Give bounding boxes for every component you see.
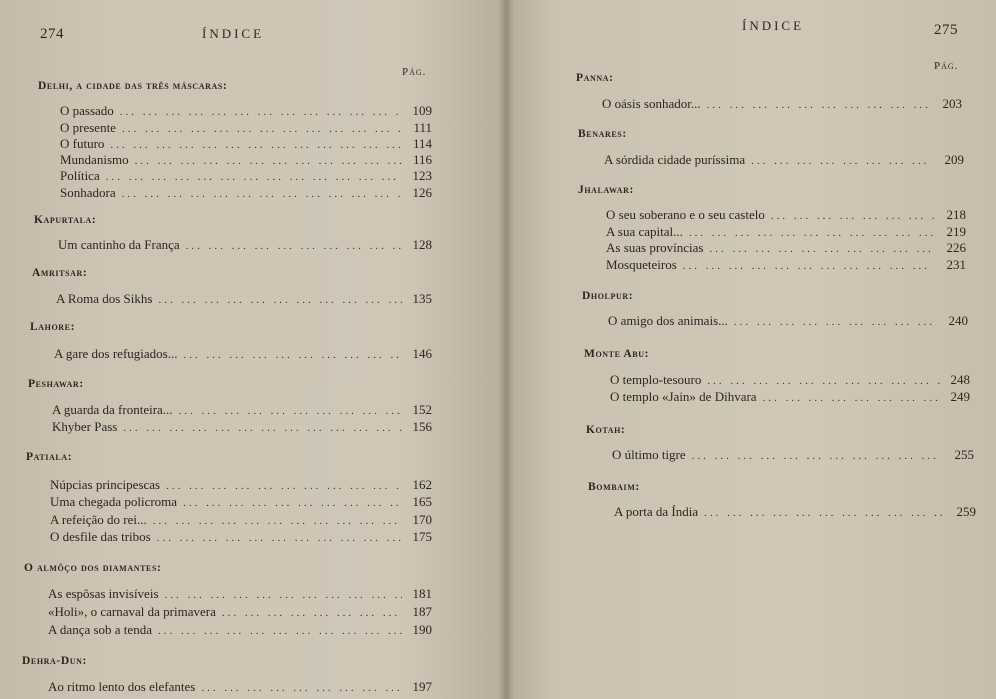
toc-entry	[52, 401, 432, 418]
toc-entry	[60, 135, 432, 152]
entry-title: A refeição do rei...	[50, 512, 147, 527]
toc-entry	[608, 312, 968, 329]
entry-page: 165	[412, 494, 432, 509]
entry-page: 187	[412, 604, 432, 619]
section-title: Dehra-Dun:	[22, 655, 87, 667]
toc-entry	[60, 102, 432, 119]
entry-page: 111	[413, 120, 432, 135]
leader-dots	[734, 314, 938, 331]
right-page	[506, 0, 996, 699]
entry-page: 135	[412, 291, 432, 306]
leader-dots	[158, 292, 402, 309]
toc-entry	[610, 371, 970, 388]
entry-page: 109	[412, 103, 432, 118]
entry-title: O templo-tesouro	[610, 372, 702, 387]
entry-page: 152	[412, 402, 432, 417]
entry-page: 181	[412, 586, 432, 601]
entry-title: A gare dos refugiados...	[54, 346, 178, 361]
entry-title: Mundanismo	[60, 152, 129, 167]
toc-entry	[60, 167, 432, 184]
entry-page: 146	[412, 346, 432, 361]
entry-page: 259	[956, 504, 976, 519]
toc-entry	[58, 236, 432, 253]
section-title: Delhi, a cidade das três máscaras:	[38, 80, 228, 92]
section-title: Amritsar:	[32, 267, 88, 279]
entry-page: 249	[950, 389, 970, 404]
section-title: Jhalawar:	[578, 184, 634, 196]
entry-title: O futuro	[60, 136, 105, 151]
leader-dots	[222, 605, 402, 622]
leader-dots	[704, 505, 946, 522]
leader-dots	[165, 587, 403, 604]
toc-entry	[48, 678, 432, 695]
section-title: Kotah:	[586, 424, 626, 436]
entry-page: 114	[412, 136, 432, 151]
entry-title: Mosqueteiros	[606, 257, 677, 272]
entry-page: 128	[412, 237, 432, 252]
entry-title: A sua capital...	[606, 224, 683, 239]
toc-entry	[48, 621, 432, 638]
toc-entry	[606, 256, 966, 273]
toc-entry	[50, 493, 432, 510]
entry-title: Núpcias principescas	[50, 477, 161, 492]
entry-title: O último tigre	[612, 447, 686, 462]
toc-entry	[48, 603, 432, 620]
entry-title: A dança sob a tenda	[48, 622, 152, 637]
toc-entry	[602, 95, 962, 112]
toc-entry	[50, 511, 432, 528]
leader-dots	[763, 390, 940, 407]
entry-page: 123	[412, 168, 432, 183]
leader-dots	[158, 623, 402, 640]
toc-entry	[612, 446, 974, 463]
toc-entry	[614, 503, 976, 520]
toc-entry	[54, 345, 432, 362]
entry-page: 126	[412, 185, 432, 200]
entry-title: A porta da Índia	[614, 504, 699, 519]
leader-dots	[683, 258, 936, 275]
leader-dots	[201, 680, 402, 697]
entry-page: 190	[412, 622, 432, 637]
leader-dots	[186, 238, 402, 255]
entry-page: 156	[412, 419, 432, 434]
entry-title: Um cantinho da França	[58, 237, 180, 252]
entry-title: Uma chegada policroma	[50, 494, 178, 509]
leader-dots	[183, 347, 402, 364]
section-title: Patiala:	[26, 451, 73, 463]
leader-dots	[751, 153, 934, 170]
section-title: O almôço dos diamantes:	[24, 562, 162, 574]
entry-title: O oásis sonhador...	[602, 96, 701, 111]
toc-entry	[60, 119, 432, 136]
section-title: Bombaim:	[588, 481, 640, 493]
section-title: Panna:	[576, 72, 614, 84]
entry-page: 209	[944, 152, 964, 167]
toc-entry	[60, 151, 432, 168]
section-title: Benares:	[578, 128, 627, 140]
entry-title: As suas províncias	[606, 240, 704, 255]
leader-dots	[707, 97, 932, 114]
toc-entry	[606, 206, 966, 223]
entry-page: 231	[946, 257, 966, 272]
entry-title: A sórdida cidade puríssima	[604, 152, 746, 167]
toc-entry	[48, 585, 432, 602]
entry-title: Ao ritmo lento dos elefantes	[48, 679, 196, 694]
leader-dots	[183, 495, 402, 512]
page-number: 275	[934, 22, 958, 38]
entry-page: 197	[412, 679, 432, 694]
entry-page: 170	[412, 512, 432, 527]
toc-entry	[50, 476, 432, 493]
leader-dots	[122, 186, 402, 203]
entry-title: A Roma dos Sikhs	[56, 291, 153, 306]
entry-page: 116	[412, 152, 432, 167]
entry-page: 162	[412, 477, 432, 492]
entry-title: O seu soberano e o seu castelo	[606, 207, 765, 222]
page-number: 274	[40, 26, 64, 42]
entry-title: Sonhadora	[60, 185, 116, 200]
running-head: ÍNDICE	[742, 18, 805, 33]
entry-page: 203	[942, 96, 962, 111]
leader-dots	[157, 530, 402, 547]
entry-title: O amigo dos animais...	[608, 313, 728, 328]
running-head: ÍNDICE	[202, 26, 265, 41]
section-title: Lahore:	[30, 321, 76, 333]
section-title: Peshawar:	[28, 378, 84, 390]
toc-entry	[56, 290, 432, 307]
toc-entry	[610, 388, 970, 405]
entry-title: O passado	[60, 103, 114, 118]
toc-entry	[606, 223, 966, 240]
entry-page: 248	[950, 372, 970, 387]
toc-entry	[50, 528, 432, 545]
section-title: Dholpur:	[582, 290, 634, 302]
entry-page: 219	[946, 224, 966, 239]
entry-title: Política	[60, 168, 100, 183]
entry-page: 255	[954, 447, 974, 462]
section-title: Monte Abu:	[584, 348, 650, 360]
entry-title: O presente	[60, 120, 116, 135]
entry-title: Khyber Pass	[52, 419, 118, 434]
toc-entry	[606, 239, 966, 256]
pag-label: Pág.	[934, 60, 959, 72]
toc-entry	[604, 151, 964, 168]
leader-dots	[692, 448, 944, 465]
entry-page: 240	[948, 313, 968, 328]
book-gutter	[498, 0, 514, 699]
entry-title: As espôsas invisíveis	[48, 586, 159, 601]
entry-title: «Holi», o carnaval da primavera	[48, 604, 216, 619]
entry-page: 175	[412, 529, 432, 544]
entry-page: 218	[946, 207, 966, 222]
pag-label: Pág.	[402, 66, 427, 78]
entry-title: O desfile das tribos	[50, 529, 151, 544]
entry-page: 226	[946, 240, 966, 255]
toc-entry	[52, 418, 432, 435]
entry-title: A guarda da fronteira...	[52, 402, 173, 417]
toc-entry	[60, 184, 432, 201]
entry-title: O templo «Jain» de Dihvara	[610, 389, 757, 404]
leader-dots	[123, 420, 402, 437]
section-title: Kapurtala:	[34, 214, 97, 226]
